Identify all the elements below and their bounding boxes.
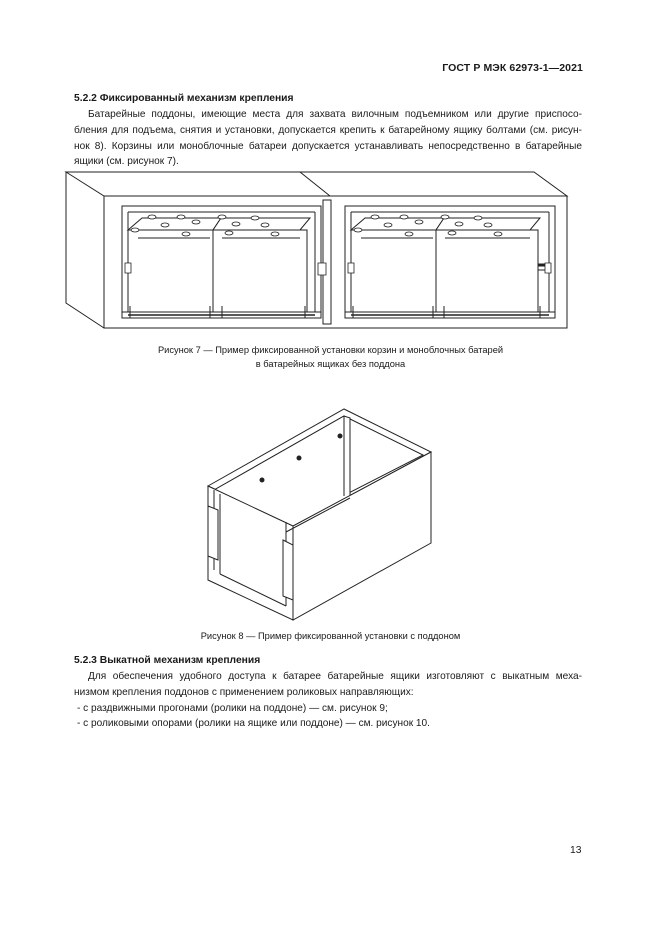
list-item: - с раздвижными прогонами (ролики на поддоне) — см. рисунок 9;: [77, 702, 388, 714]
paragraph-line: Для обеспечения удобного доступа к батарее батарейные ящики изготовляют с выкатным меха-: [88, 671, 582, 682]
paragraph-line: бления для подъема, снятия и установки, допускается крепить к батарейному ящику болтами (см. рисун-: [74, 124, 582, 136]
page-number: 13: [570, 845, 582, 856]
caption-line: в батарейных ящиках без поддона: [255, 359, 406, 369]
paragraph-line: низмом крепления поддонов с применением роликовых направляющих:: [74, 686, 414, 698]
paragraph-line: ящики (см. рисунок 7).: [74, 156, 179, 168]
paragraph-line: Батарейные поддоны, имеющие места для захвата вилочным подъемником или другие приспосо-: [88, 109, 582, 120]
figure-8-caption: Рисунок 8 — Пример фиксированной установки с поддоном: [200, 631, 461, 641]
paragraph-line: нок 8). Корзины или моноблочные батареи допускается устанавливать непосредственно в батарейные: [74, 140, 582, 152]
document-header: ГОСТ Р МЭК 62973-1—2021: [442, 62, 583, 74]
section-523-paragraph: [74, 669, 582, 732]
list-item: - с роликовыми опорами (ролики на ящике или поддоне) — см. рисунок 10.: [77, 718, 430, 730]
section-heading-523: 5.2.3 Выкатной механизм крепления: [74, 655, 261, 666]
caption-line: Рисунок 7 — Пример фиксированной установки корзин и моноблочных батарей: [157, 345, 504, 355]
section-heading-522: 5.2.2 Фиксированный механизм крепления: [74, 93, 294, 104]
